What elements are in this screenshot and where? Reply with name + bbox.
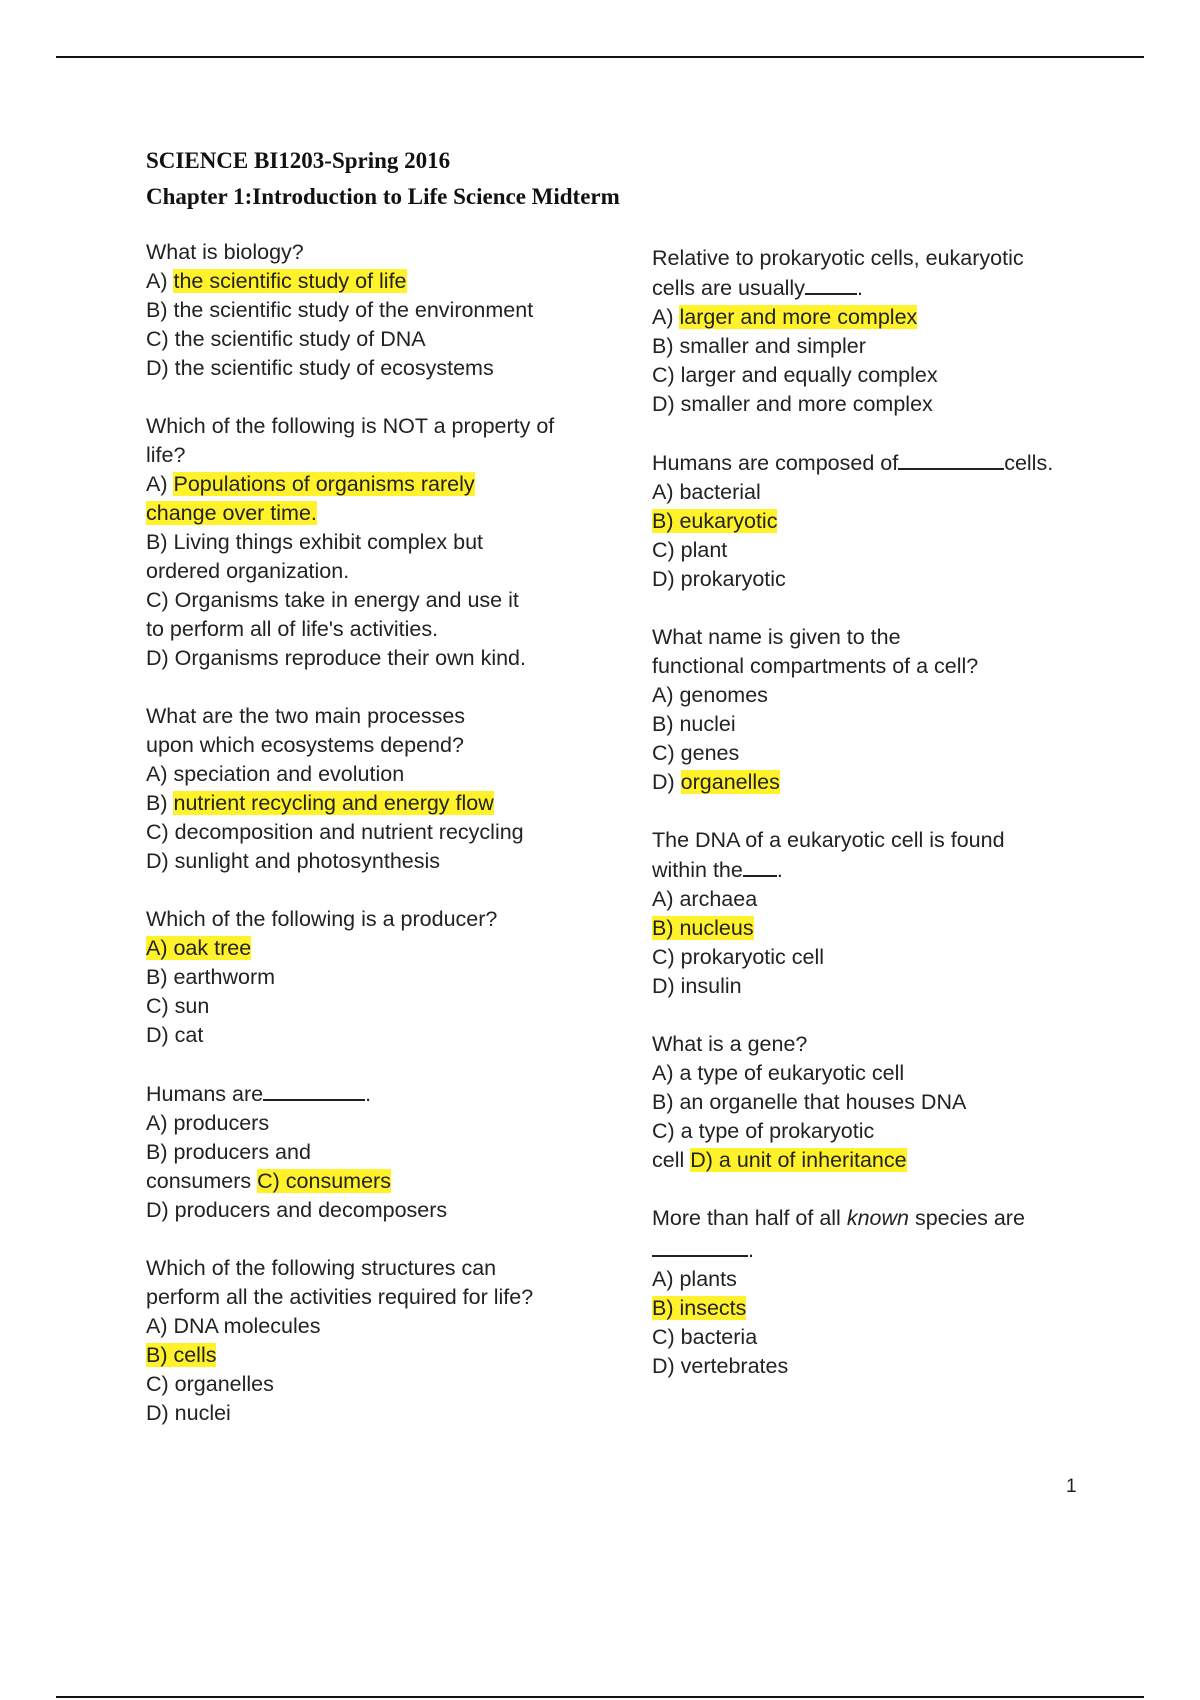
answer-blank: [743, 855, 777, 877]
top-rule: [56, 56, 1144, 58]
option-a: A) plants: [652, 1267, 737, 1291]
option-c: C) Organisms take in energy and use it: [146, 588, 519, 612]
option-b: B) nuclei: [652, 712, 736, 736]
question-10: [652, 826, 1122, 1001]
option-a: A) Populations of organisms rarely: [146, 472, 475, 496]
option-c: C) the scientific study of DNA: [146, 327, 426, 351]
option-d: D) the scientific study of ecosystems: [146, 356, 494, 380]
question-3: [146, 702, 616, 876]
question-9: [652, 623, 1122, 797]
option-d: D) Organisms reproduce their own kind.: [146, 646, 526, 670]
question-stem: Which of the following structures can: [146, 1256, 497, 1280]
question-5: [146, 1079, 616, 1225]
question-stem: Humans are composed of cells.: [652, 448, 1122, 478]
option-b: [652, 914, 1122, 943]
option-c: C) prokaryotic cell: [652, 945, 825, 969]
question-7: [652, 244, 1122, 419]
question-stem-cont: upon which ecosystems depend?: [146, 733, 464, 757]
answer-blank: [898, 448, 1004, 470]
question-stem: What is a gene?: [652, 1032, 808, 1056]
option-a-cont: [146, 499, 616, 528]
question-stem: Humans are .: [146, 1079, 616, 1109]
highlighted-answer: larger and more complex: [679, 305, 918, 329]
option-b: B) producers and: [146, 1140, 311, 1164]
highlighted-answer: B) nucleus: [652, 916, 754, 940]
question-stem: Which of the following is a producer?: [146, 907, 498, 931]
answer-blank: [652, 1235, 748, 1257]
highlighted-answer: the scientific study of life: [173, 269, 407, 293]
option-d: D) sunlight and photosynthesis: [146, 849, 441, 873]
option-d: D) insulin: [652, 974, 742, 998]
option-b-cont: consumers C) consumers: [146, 1169, 391, 1193]
option-c: C) genes: [652, 741, 740, 765]
highlighted-answer: nutrient recycling and energy flow: [173, 791, 494, 815]
option-d: D) organelles: [652, 770, 780, 794]
highlighted-answer: B) eukaryotic: [652, 509, 778, 533]
question-stem: The DNA of a eukaryotic cell is found: [652, 828, 1005, 852]
option-b: B) nutrient recycling and energy flow: [146, 791, 494, 815]
option-a: A) archaea: [652, 887, 758, 911]
question-1: [146, 238, 616, 383]
option-c: C) organelles: [146, 1372, 274, 1396]
question-8: [652, 448, 1122, 594]
option-c: C) plant: [652, 538, 728, 562]
option-b: B) smaller and simpler: [652, 334, 866, 358]
option-b: [652, 507, 1122, 536]
option-d: D) prokaryotic: [652, 567, 786, 591]
option-a: A) genomes: [652, 683, 768, 707]
option-c: C) sun: [146, 994, 210, 1018]
page-number: 1: [1066, 1476, 1077, 1497]
question-stem-cont: within the .: [652, 855, 1122, 885]
right-column: [652, 244, 1122, 1410]
highlighted-answer: Populations of organisms rarely: [173, 472, 475, 496]
bottom-rule: [56, 1696, 1144, 1698]
highlighted-answer: C) consumers: [257, 1169, 391, 1193]
option-b: B) an organelle that houses DNA: [652, 1090, 967, 1114]
option-b: [652, 1294, 1122, 1323]
option-a: A) speciation and evolution: [146, 762, 405, 786]
question-stem-cont: .: [652, 1235, 1122, 1265]
course-title: SCIENCE BI1203-Spring 2016: [146, 148, 451, 173]
highlighted-answer: change over time.: [146, 501, 317, 525]
option-b-cont: ordered organization.: [146, 559, 350, 583]
question-stem-cont: cells are usually .: [652, 273, 1122, 303]
option-a: A) DNA molecules: [146, 1314, 321, 1338]
option-c: C) bacteria: [652, 1325, 758, 1349]
question-stem-cont: life?: [146, 443, 186, 467]
chapter-title: Chapter 1:Introduction to Life Science Midterm: [146, 184, 620, 209]
left-column: [146, 238, 616, 1457]
answer-blank: [263, 1079, 365, 1101]
option-d: D) vertebrates: [652, 1354, 789, 1378]
question-stem: What are the two main processes: [146, 704, 466, 728]
option-a: A) producers: [146, 1111, 270, 1135]
question-6: [146, 1254, 616, 1428]
question-stem-cont: perform all the activities required for life?: [146, 1285, 534, 1309]
question-2: [146, 412, 616, 673]
question-stem: Which of the following is NOT a property of: [146, 414, 555, 438]
option-b: [146, 1341, 616, 1370]
highlighted-answer: organelles: [680, 770, 780, 794]
option-b: B) earthworm: [146, 965, 276, 989]
question-stem: What is biology?: [146, 240, 304, 264]
highlighted-answer: D) a unit of inheritance: [690, 1148, 907, 1172]
question-stem: What name is given to the: [652, 625, 901, 649]
option-a: A) larger and more complex: [652, 305, 918, 329]
question-4: [146, 905, 616, 1050]
option-d: D) smaller and more complex: [652, 392, 933, 416]
highlighted-answer: B) cells: [146, 1343, 217, 1367]
option-a: [146, 934, 616, 963]
highlighted-answer: B) insects: [652, 1296, 747, 1320]
option-a: A) the scientific study of life: [146, 269, 407, 293]
option-a: A) bacterial: [652, 480, 761, 504]
option-d: D) cat: [146, 1023, 204, 1047]
question-12: [652, 1204, 1122, 1381]
option-d: D) nuclei: [146, 1401, 231, 1425]
document-header: [146, 143, 620, 215]
option-d: D) producers and decomposers: [146, 1198, 448, 1222]
option-b: B) the scientific study of the environment: [146, 298, 534, 322]
question-11: [652, 1030, 1122, 1175]
option-c: C) a type of prokaryotic: [652, 1119, 875, 1143]
question-stem-cont: functional compartments of a cell?: [652, 654, 979, 678]
question-stem: Relative to prokaryotic cells, eukaryotic: [652, 246, 1024, 270]
option-c: C) decomposition and nutrient recycling: [146, 820, 524, 844]
question-stem: More than half of all known species are: [652, 1206, 1025, 1230]
option-c-cont: to perform all of life's activities.: [146, 617, 439, 641]
highlighted-answer: A) oak tree: [146, 936, 252, 960]
option-c-cont: cell D) a unit of inheritance: [652, 1148, 907, 1172]
option-b: B) Living things exhibit complex but: [146, 530, 484, 554]
option-c: C) larger and equally complex: [652, 363, 938, 387]
answer-blank: [805, 273, 857, 295]
option-a: A) a type of eukaryotic cell: [652, 1061, 905, 1085]
